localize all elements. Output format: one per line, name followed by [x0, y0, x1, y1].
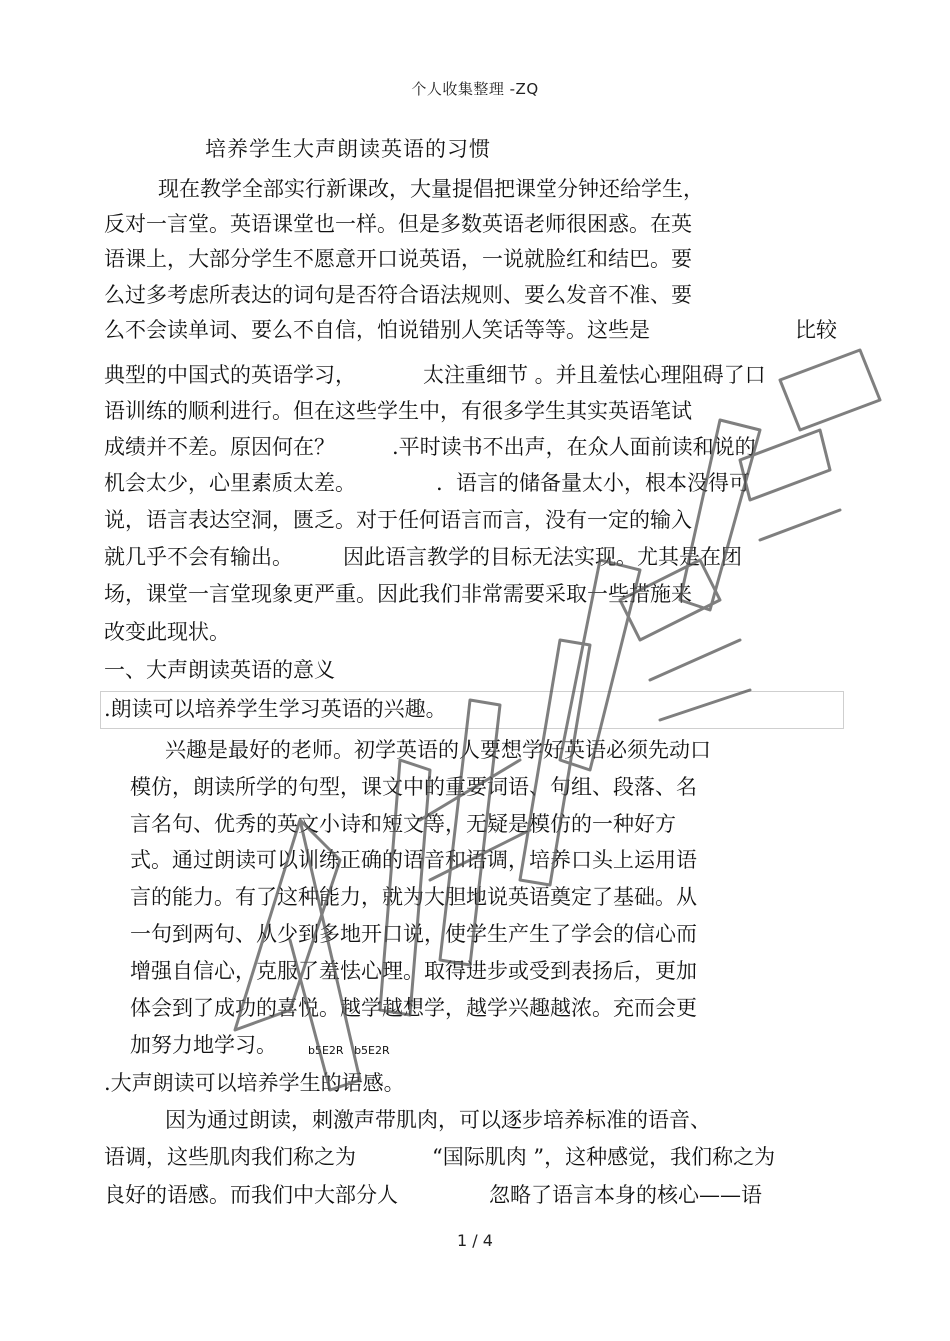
- body-line: 反对一言堂。英语课堂也一样。但是多数英语老师很困惑。在英: [104, 212, 692, 236]
- body-line: 模仿，朗读所学的句型，课文中的重要词语、句组、段落、名: [130, 775, 697, 799]
- body-line: 成绩并不差。原因何在？: [104, 435, 335, 459]
- body-line: 因为通过朗读，刺激声带肌肉，可以逐步培养标准的语音、: [165, 1108, 711, 1132]
- page-number: 1 / 4: [457, 1231, 493, 1250]
- body-line: . 语言的储备量太小，根本没得可: [436, 471, 751, 495]
- body-line: 么不会读单词、要么不自信，怕说错别人笑话等等。这些是: [104, 318, 650, 342]
- body-line: 忽略了语言本身的核心——语: [489, 1183, 762, 1207]
- body-line: 机会太少，心里素质太差。: [104, 471, 356, 495]
- body-line: 加努力地学习。: [130, 1033, 277, 1057]
- section-heading: 一、大声朗读英语的意义: [104, 658, 335, 682]
- body-line: “国际肌肉 ”，这种感觉，我们称之为: [432, 1145, 776, 1169]
- body-line: 现在教学全部实行新课改，大量提倡把课堂分钟还给学生，: [158, 177, 704, 201]
- body-line: 典型的中国式的英语学习，: [104, 363, 356, 387]
- body-line: 一句到两句、从少到多地开口说，使学生产生了学会的信心而: [130, 922, 697, 946]
- body-line: 么过多考虑所表达的词句是否符合语法规则、要么发音不准、要: [104, 283, 692, 307]
- body-line: 增强自信心，克服了羞怯心理。取得进步或受到表扬后，更加: [130, 959, 697, 983]
- body-line: .平时读书不出声，在众人面前读和说的: [392, 435, 756, 459]
- body-line: 就几乎不会有输出。: [104, 545, 293, 569]
- body-line: 说，语言表达空洞，匮乏。对于任何语言而言，没有一定的输入: [104, 508, 692, 532]
- body-line: 因此语言教学的目标无法实现。尤其是在团: [343, 545, 742, 569]
- subsection-heading: .大声朗读可以培养学生的语感。: [104, 1071, 405, 1095]
- body-line: 式。通过朗读可以训练正确的语音和语调，培养口头上运用语: [130, 848, 697, 872]
- subsection-heading: .朗读可以培养学生学习英语的兴趣。: [104, 697, 447, 721]
- body-line: 改变此现状。: [104, 620, 230, 644]
- document-title: 培养学生大声朗读英语的习惯: [205, 137, 491, 161]
- body-line: 比较: [795, 318, 837, 342]
- body-line: 体会到了成功的喜悦。越学越想学，越学兴趣越浓。充而会更: [130, 996, 697, 1020]
- page-header: 个人收集整理 -ZQ: [411, 80, 539, 98]
- code-text: b5E2R b5E2R: [308, 1044, 390, 1057]
- body-line: 语训练的顺利进行。但在这些学生中，有很多学生其实英语笔试: [104, 399, 692, 423]
- body-line: 语调，这些肌肉我们称之为: [104, 1145, 356, 1169]
- body-line: 良好的语感。而我们中大部分人: [104, 1183, 398, 1207]
- body-line: 言名句、优秀的英文小诗和短文等，无疑是模仿的一种好方: [130, 812, 676, 836]
- body-line: 兴趣是最好的老师。初学英语的人要想学好英语必须先动口: [165, 738, 711, 762]
- body-line: 语课上，大部分学生不愿意开口说英语，一说就脸红和结巴。要: [104, 247, 692, 271]
- body-line: 言的能力。有了这种能力，就为大胆地说英语奠定了基础。从: [130, 885, 697, 909]
- body-line: 太注重细节 。并且羞怯心理阻碍了口: [423, 363, 766, 387]
- body-line: 场，课堂一言堂现象更严重。因此我们非常需要采取一些措施来: [104, 582, 692, 606]
